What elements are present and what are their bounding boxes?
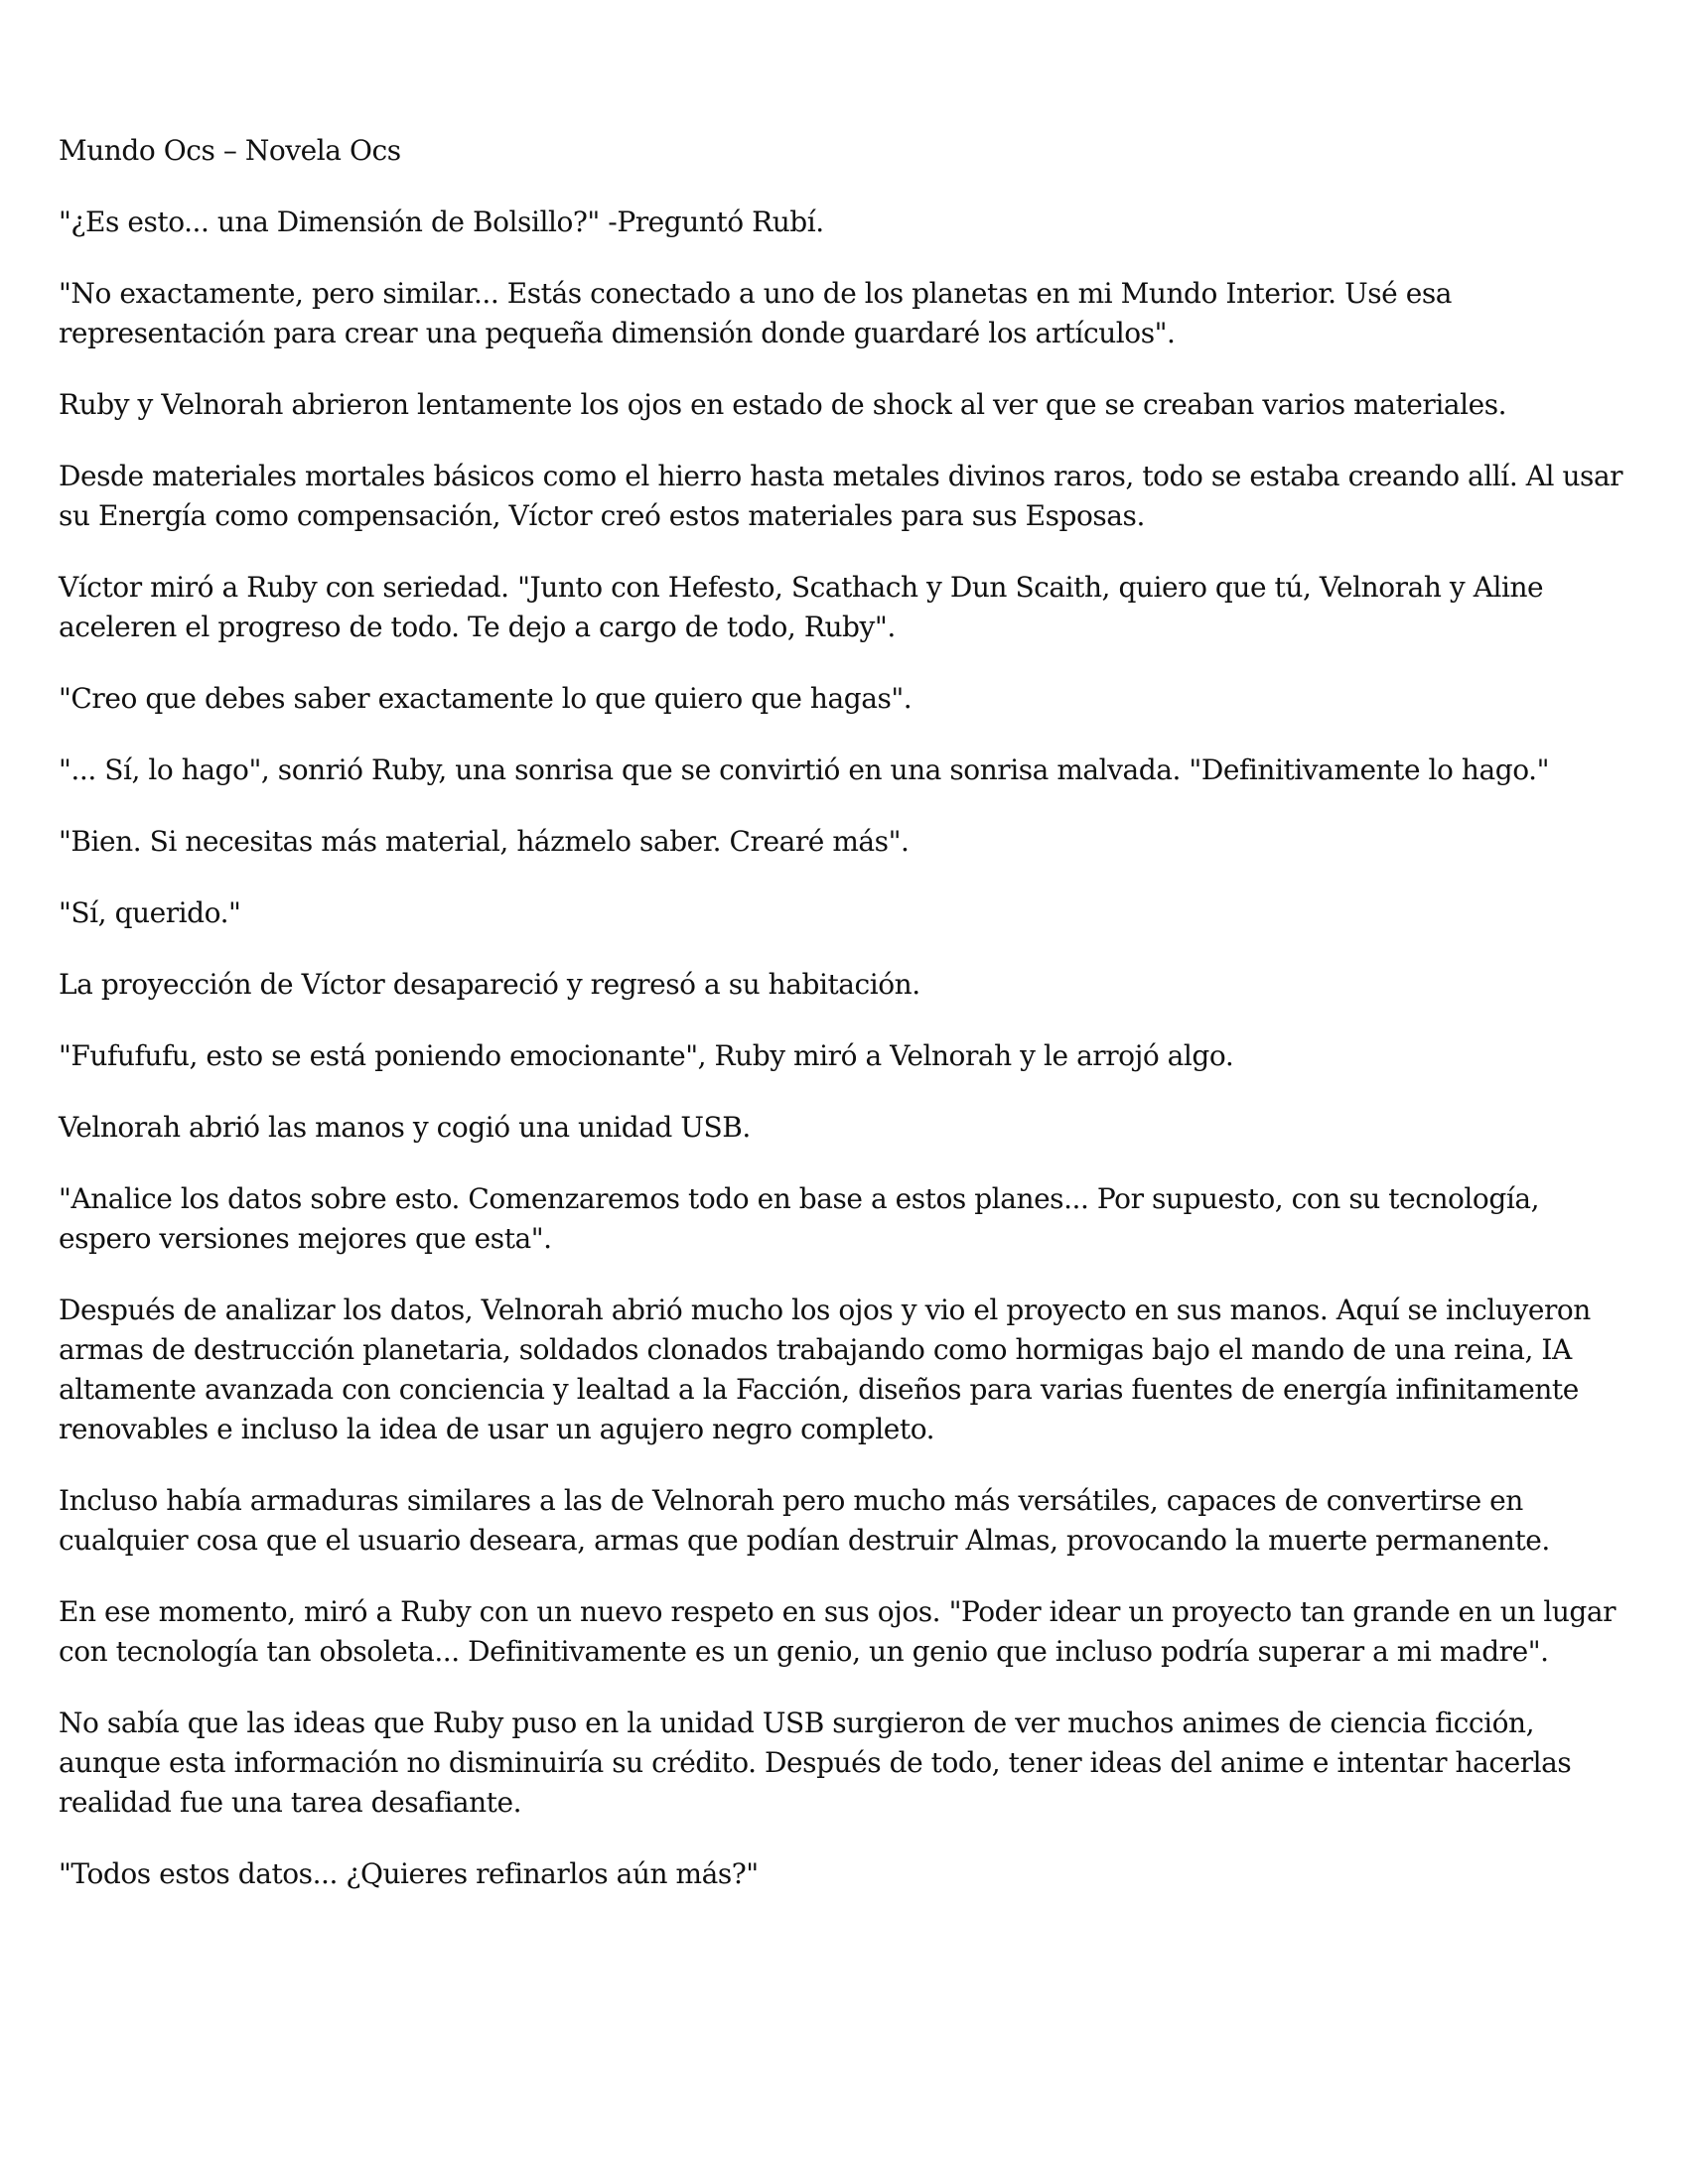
paragraph-4: Desde materiales mortales básicos como el hierro hasta metales divinos raros, todo se estaba creando allí. Al usar su Energía como compensación, Víctor creó estos materiales para sus Esposas. <box>59 460 1623 532</box>
paragraph-10: La proyección de Víctor desapareció y regresó a su habitación. <box>59 968 920 1001</box>
paragraph-13: "Analice los datos sobre esto. Comenzaremos todo en base a estos planes... Por supuesto, con su tecnología, espero versiones mejores que esta". <box>59 1182 1540 1255</box>
paragraph-15: Incluso había armaduras similares a las de Velnorah pero mucho más versátiles, capaces de convertirse en cualquier cosa que el usuario deseara, armas que podían destruir Almas, provocando la muerte permanente. <box>59 1484 1550 1557</box>
document-header: Mundo Ocs – Novela Ocs <box>59 134 401 167</box>
paragraph-7: "... Sí, lo hago", sonrió Ruby, una sonrisa que se convirtió en una sonrisa malvada. "Definitivamente lo hago." <box>59 753 1550 786</box>
paragraph-16: En ese momento, miró a Ruby con un nuevo respeto en sus ojos. "Poder idear un proyecto tan grande en un lugar con tecnología tan obsoleta... Definitivamente es un genio, un genio que incluso podría superar a mi madre". <box>59 1595 1617 1668</box>
document-body <box>59 131 1628 1894</box>
paragraph-12: Velnorah abrió las manos y cogió una unidad USB. <box>59 1111 751 1144</box>
paragraph-11: "Fufufufu, esto se está poniendo emocionante", Ruby miró a Velnorah y le arrojó algo. <box>59 1039 1234 1072</box>
paragraph-1: "¿Es esto... una Dimensión de Bolsillo?" -Preguntó Rubí. <box>59 205 824 238</box>
paragraph-5: Víctor miró a Ruby con seriedad. "Junto con Hefesto, Scathach y Dun Scaith, quiero que tú, Velnorah y Aline aceleren el progreso de todo. Te dejo a cargo de todo, Ruby". <box>59 571 1544 643</box>
paragraph-6: "Creo que debes saber exactamente lo que quiero que hagas". <box>59 682 913 715</box>
paragraph-9: "Sí, querido." <box>59 896 241 929</box>
paragraph-3: Ruby y Velnorah abrieron lentamente los ojos en estado de shock al ver que se creaban varios materiales. <box>59 388 1507 421</box>
paragraph-2: "No exactamente, pero similar... Estás conectado a uno de los planetas en mi Mundo Interior. Usé esa representación para crear una pequeña dimensión donde guardaré los artículos". <box>59 277 1453 349</box>
paragraph-8: "Bien. Si necesitas más material, házmelo saber. Crearé más". <box>59 825 910 858</box>
paragraph-18: "Todos estos datos... ¿Quieres refinarlos aún más?" <box>59 1857 759 1890</box>
paragraph-17: No sabía que las ideas que Ruby puso en la unidad USB surgieron de ver muchos animes de ciencia ficción, aunque esta información no disminuiría su crédito. Después de todo, tener ideas del anime e intentar hacerlas realidad fue una tarea desafiante. <box>59 1706 1572 1819</box>
paragraph-14: Después de analizar los datos, Velnorah abrió mucho los ojos y vio el proyecto en sus manos. Aquí se incluyeron armas de destrucción planetaria, soldados clonados trabajando como hormigas bajo el mando de una reina, IA altamente avanzada con conciencia y lealtad a la Facción, diseños para varias fuentes de energía infinitamente renovables e incluso la idea de usar un agujero negro completo. <box>59 1294 1591 1445</box>
